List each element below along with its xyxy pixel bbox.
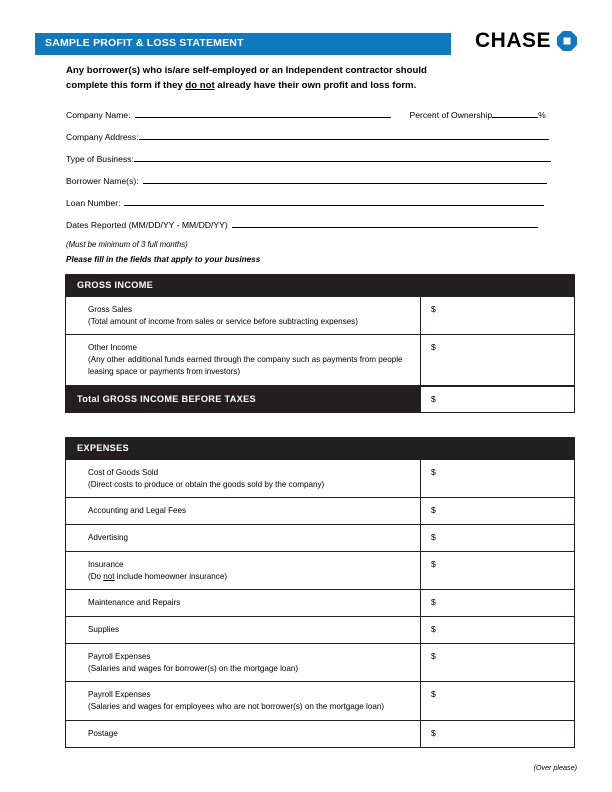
- field-row-dates-reported: [66, 218, 576, 240]
- table-row: [65, 590, 575, 617]
- row-label-main: Advertising: [88, 533, 129, 543]
- intro-line-1: Any borrower(s) who is/are self-employed or an Independent contractor should: [66, 65, 427, 76]
- gross-income-heading: GROSS INCOME: [65, 274, 575, 296]
- intro-line-2-pre: complete this form if they: [66, 79, 186, 91]
- fill-in-instruction: Please fill in the fields that apply to your business: [66, 255, 261, 264]
- company-name-input[interactable]: [135, 108, 391, 118]
- percent-ownership-input[interactable]: [492, 108, 538, 118]
- borrower-names-label: Borrower Name(s):: [66, 176, 139, 186]
- field-row-company-address: [66, 130, 576, 152]
- dates-note: (Must be minimum of 3 full months): [66, 240, 188, 249]
- sub-pre: (Do: [88, 571, 104, 581]
- row-label-sub: (Any other additional funds earned through the company such as payments from people leasing space or payments from investors): [88, 355, 403, 376]
- row-amount-input[interactable]: $: [431, 624, 436, 635]
- row-label-cell: [66, 335, 421, 384]
- dates-reported-label: Dates Reported (MM/DD/YY - MM/DD/YY): [66, 220, 228, 230]
- row-amount-input[interactable]: $: [431, 467, 436, 477]
- table-row-total: [65, 386, 575, 413]
- sub-post: include homeowner insurance): [114, 571, 228, 581]
- table-row: [65, 498, 575, 525]
- sub-emphasis: not: [103, 571, 115, 581]
- intro-emphasis: do not: [185, 79, 215, 91]
- percent-ownership-label: Percent of Ownership: [409, 110, 493, 120]
- expenses-table: [65, 437, 575, 748]
- table-row: [65, 644, 575, 682]
- percent-ownership-group: [409, 110, 545, 120]
- row-amount-input[interactable]: $: [431, 597, 436, 608]
- table-row: [65, 296, 575, 335]
- table-row: [65, 617, 575, 644]
- row-amount-input[interactable]: $: [431, 505, 436, 516]
- chase-octagon-icon: [557, 31, 577, 51]
- row-amount-input[interactable]: $: [431, 532, 436, 543]
- row-amount-input[interactable]: $: [431, 727, 436, 738]
- row-amount-input[interactable]: $: [431, 304, 436, 314]
- intro-paragraph: [66, 64, 536, 94]
- company-address-input[interactable]: [139, 130, 549, 140]
- page-title: SAMPLE PROFIT & LOSS STATEMENT: [45, 37, 244, 49]
- field-row-borrower-names: [66, 174, 576, 196]
- expenses-heading: EXPENSES: [65, 437, 575, 459]
- row-label-cell: [66, 525, 421, 551]
- row-label-main: Postage: [88, 728, 118, 738]
- intro-line-2-post: already have their own profit and loss form.: [214, 79, 417, 91]
- over-please-footer: (Over please): [533, 763, 577, 772]
- table-row: [65, 721, 575, 748]
- row-label-main: Supplies: [88, 625, 120, 635]
- table-row: [65, 459, 575, 498]
- row-amount-input[interactable]: $: [431, 650, 436, 661]
- row-label-sub: [88, 571, 412, 583]
- borrower-names-input[interactable]: [143, 174, 547, 184]
- row-label-sub: (Total amount of income from sales or service before subtracting expenses): [88, 316, 358, 326]
- form-fields: [66, 108, 576, 240]
- row-amount-input[interactable]: $: [431, 342, 436, 353]
- title-banner: [35, 33, 451, 55]
- row-label-main: Gross Sales: [88, 305, 133, 314]
- total-label: Total GROSS INCOME BEFORE TAXES: [65, 386, 420, 413]
- row-label-main: Accounting and Legal Fees: [88, 506, 187, 516]
- table-row: [65, 552, 575, 590]
- row-label-main: Payroll Expenses: [88, 690, 151, 700]
- row-label-cell: [66, 297, 421, 334]
- field-row-type-of-business: [66, 152, 576, 174]
- loan-number-input[interactable]: [124, 196, 544, 206]
- row-label-cell: [66, 644, 421, 681]
- row-label-cell: [66, 682, 421, 719]
- row-label-cell: [66, 721, 421, 747]
- row-label-main: Maintenance and Repairs: [88, 598, 181, 608]
- total-amount-input[interactable]: $: [420, 386, 575, 413]
- field-row-company-name: [66, 108, 576, 130]
- row-label-sub: (Salaries and wages for employees who are not borrower(s) on the mortgage loan): [88, 702, 385, 712]
- field-row-loan-number: [66, 196, 576, 218]
- row-label-sub: (Salaries and wages for borrower(s) on the mortgage loan): [88, 663, 299, 673]
- row-label-main: Insurance: [88, 559, 124, 569]
- row-label-main: Cost of Goods Sold: [88, 468, 159, 477]
- company-name-label: Company Name:: [66, 110, 131, 120]
- type-of-business-label: Type of Business:: [66, 154, 134, 164]
- table-row: [65, 525, 575, 552]
- gross-income-table: [65, 274, 575, 413]
- chase-wordmark: CHASE: [474, 29, 551, 52]
- row-label-main: Other Income: [88, 343, 138, 353]
- table-row: [65, 335, 575, 385]
- row-label-cell: [66, 498, 421, 524]
- row-amount-input[interactable]: $: [431, 558, 436, 569]
- company-address-label: Company Address:: [66, 132, 139, 142]
- row-label-cell: [66, 590, 421, 616]
- type-of-business-input[interactable]: [134, 152, 551, 162]
- table-row: [65, 682, 575, 720]
- document-header: [35, 29, 577, 59]
- loan-number-label: Loan Number:: [66, 198, 121, 208]
- row-label-main: Payroll Expenses: [88, 651, 151, 661]
- percent-symbol: %: [538, 110, 546, 120]
- row-label-sub: (Direct costs to produce or obtain the goods sold by the company): [88, 479, 325, 489]
- row-amount-input[interactable]: $: [431, 689, 436, 700]
- dates-reported-input[interactable]: [232, 218, 538, 228]
- row-label-cell: [66, 552, 421, 589]
- row-label-cell: [66, 460, 421, 497]
- row-label-cell: [66, 617, 421, 643]
- chase-logo: [475, 30, 577, 51]
